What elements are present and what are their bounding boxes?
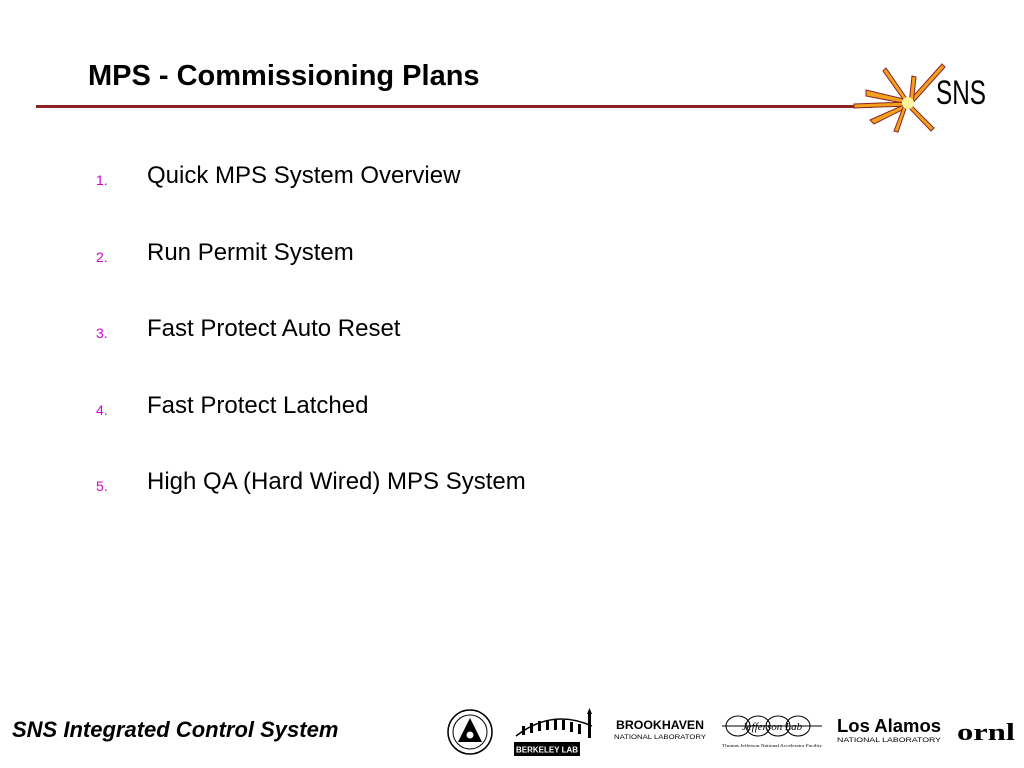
los-alamos-subtext: NATIONAL LABORATORY (837, 737, 942, 744)
argonne-logo (446, 706, 494, 758)
list-text: Run Permit System (147, 238, 354, 266)
list-number: 1. (96, 172, 108, 188)
list-text: Quick MPS System Overview (147, 162, 461, 189)
los-alamos-text: Los Alamos (837, 716, 941, 736)
jefferson-lab-text: Jefferson Lab (741, 721, 803, 733)
los-alamos-logo (836, 714, 942, 746)
sns-logo (846, 56, 996, 138)
berkeley-lab-logo (512, 704, 596, 758)
brookhaven-subtext: NATIONAL LABORATORY (614, 734, 707, 741)
slide-title: MPS - Commissioning Plans (88, 60, 480, 92)
title-divider (36, 105, 872, 108)
list-number: 3. (96, 325, 108, 341)
starburst-center-icon (902, 97, 914, 109)
ornl-logo (956, 718, 1016, 746)
list-number: 4. (96, 401, 108, 418)
ornl-text: ornl (957, 720, 1016, 746)
berkeley-lab-text: BERKELEY LAB (515, 745, 579, 755)
list-text: High QA (Hard Wired) MPS System (147, 468, 526, 495)
footer-title: SNS Integrated Control System (12, 717, 339, 742)
brookhaven-logo (612, 716, 708, 744)
list-number: 5. (96, 478, 108, 494)
brookhaven-text: BROOKHAVEN (616, 718, 704, 732)
list-text: Fast Protect Auto Reset (147, 315, 401, 342)
sns-logo-text: SNS (936, 74, 986, 112)
jefferson-lab-logo (720, 710, 824, 752)
list-number: 2. (96, 248, 108, 265)
jefferson-lab-subtext: Thomas Jefferson National Accelerator Facility (722, 743, 822, 748)
list-text: Fast Protect Latched (147, 391, 369, 419)
